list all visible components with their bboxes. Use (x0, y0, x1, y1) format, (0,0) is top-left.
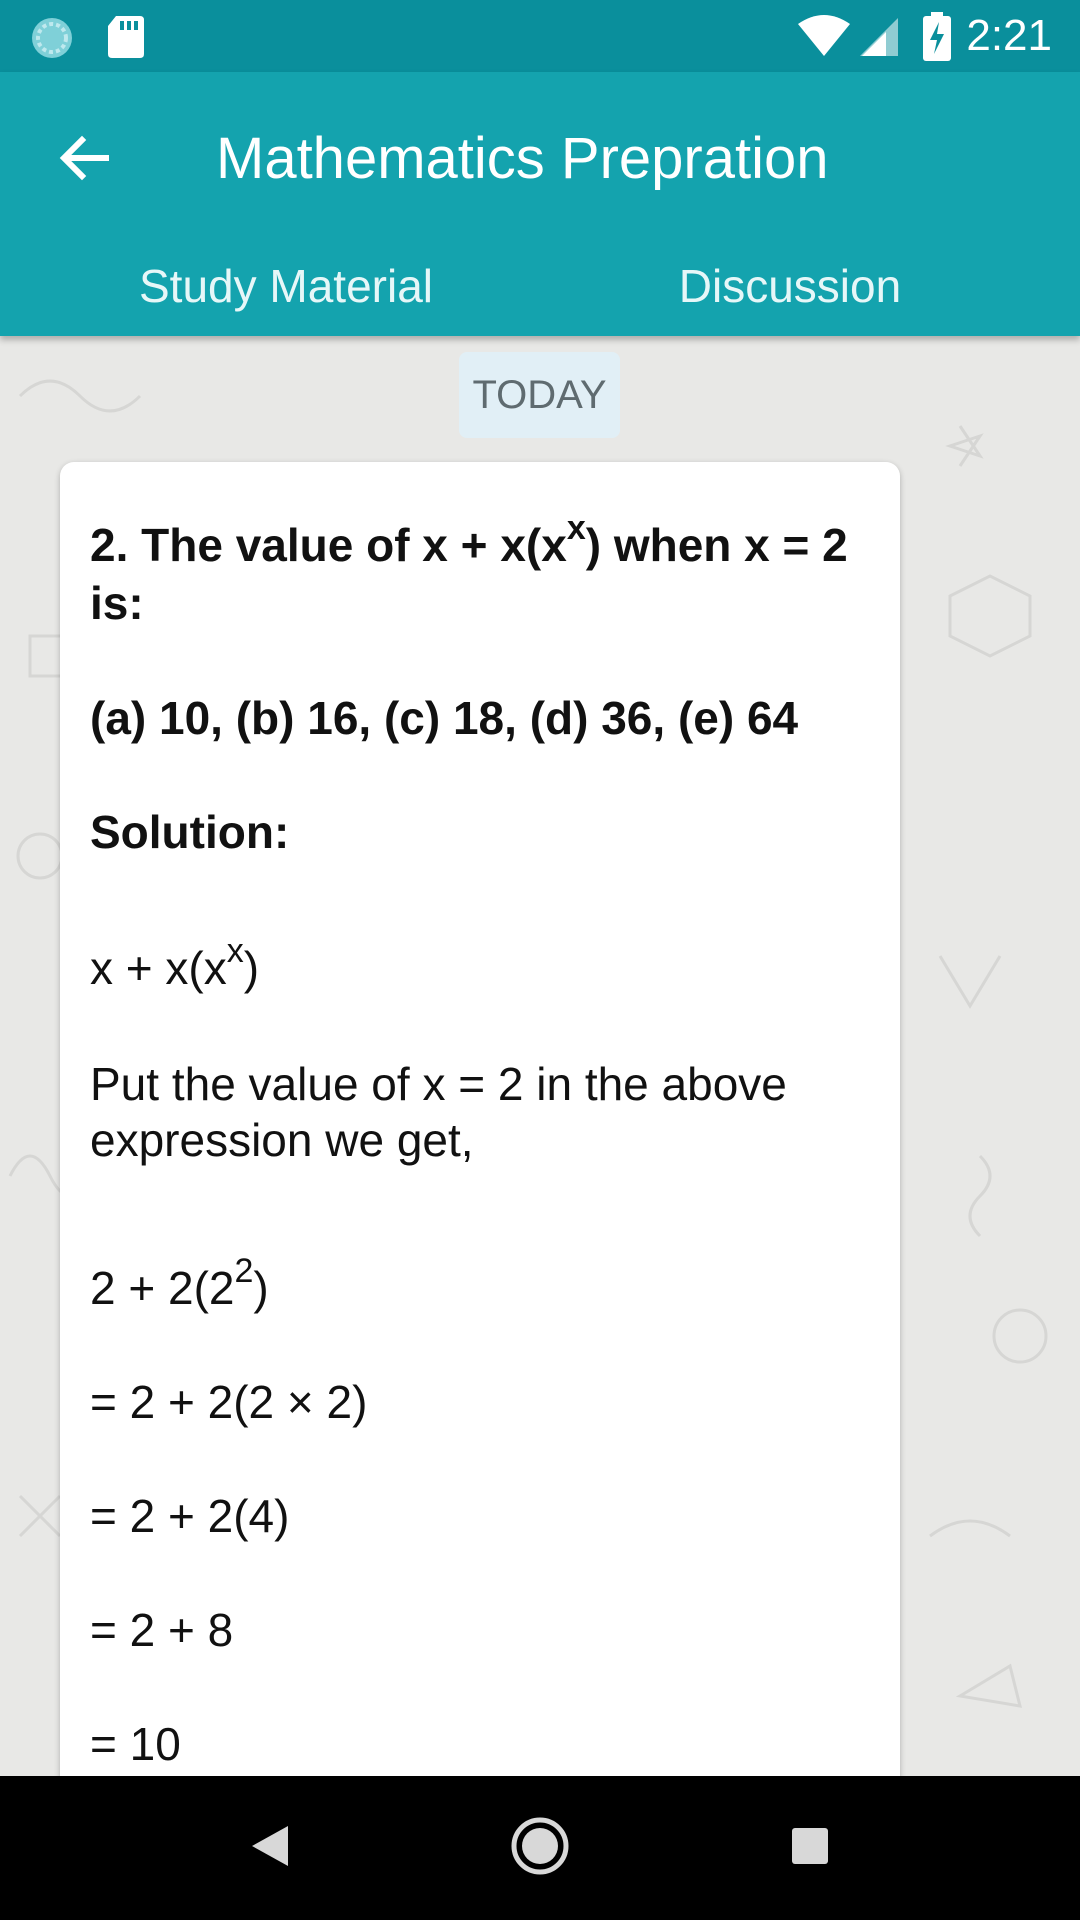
wifi-icon (796, 14, 852, 63)
step-part: ) (253, 1262, 269, 1314)
nav-back-button[interactable] (230, 1808, 310, 1888)
solution-label: Solution: (90, 806, 290, 858)
solution-step-3: = 2 + 2(4) (90, 1490, 290, 1542)
solution-step-4: = 2 + 8 (90, 1604, 234, 1656)
expression-part: ) (243, 942, 260, 994)
question-exponent: x (566, 508, 586, 547)
navigation-bar (0, 1776, 1080, 1920)
nav-recents-button[interactable] (770, 1808, 850, 1888)
tab-study-material[interactable]: Study Material (138, 260, 433, 312)
battery-charging-icon (922, 12, 952, 67)
signal-icon (858, 16, 900, 63)
question-text-part: ) when x = 2 is: (90, 519, 848, 629)
back-triangle-icon (248, 1822, 292, 1875)
instruction-text: Put the value of x = 2 in the above expression we get, (90, 1058, 787, 1166)
message-card[interactable] (60, 462, 900, 1776)
solution-step-5: = 10 (90, 1718, 181, 1770)
answer-options: (a) 10, (b) 16, (c) 18, (d) 36, (e) 64 (90, 692, 799, 744)
solution-step-2: = 2 + 2(2 × 2) (90, 1376, 368, 1428)
home-circle-icon (510, 1816, 570, 1881)
step-exponent: 2 (234, 1251, 254, 1290)
expression (90, 931, 880, 996)
question-text (90, 508, 880, 632)
recents-square-icon (788, 1824, 832, 1873)
chat-area[interactable] (0, 336, 1080, 1776)
sync-icon (28, 14, 76, 67)
status-bar (0, 0, 1080, 72)
status-time: 2:21 (966, 11, 1052, 60)
solution-step-1 (90, 1251, 880, 1316)
tab-discussion[interactable]: Discussion (678, 260, 902, 312)
sd-card-icon (106, 14, 146, 65)
question-text-part: 2. The value of x + x(x (90, 519, 567, 571)
step-part: 2 + 2(2 (90, 1262, 235, 1314)
date-chip: TODAY (459, 352, 620, 438)
expression-part: x + x(x (90, 942, 227, 994)
back-button[interactable] (40, 116, 128, 204)
app-bar (0, 72, 1080, 336)
nav-home-button[interactable] (500, 1808, 580, 1888)
expression-exponent: x (226, 931, 244, 970)
app-title: Mathematics Prepration (216, 126, 829, 191)
arrow-left-icon (58, 134, 110, 187)
